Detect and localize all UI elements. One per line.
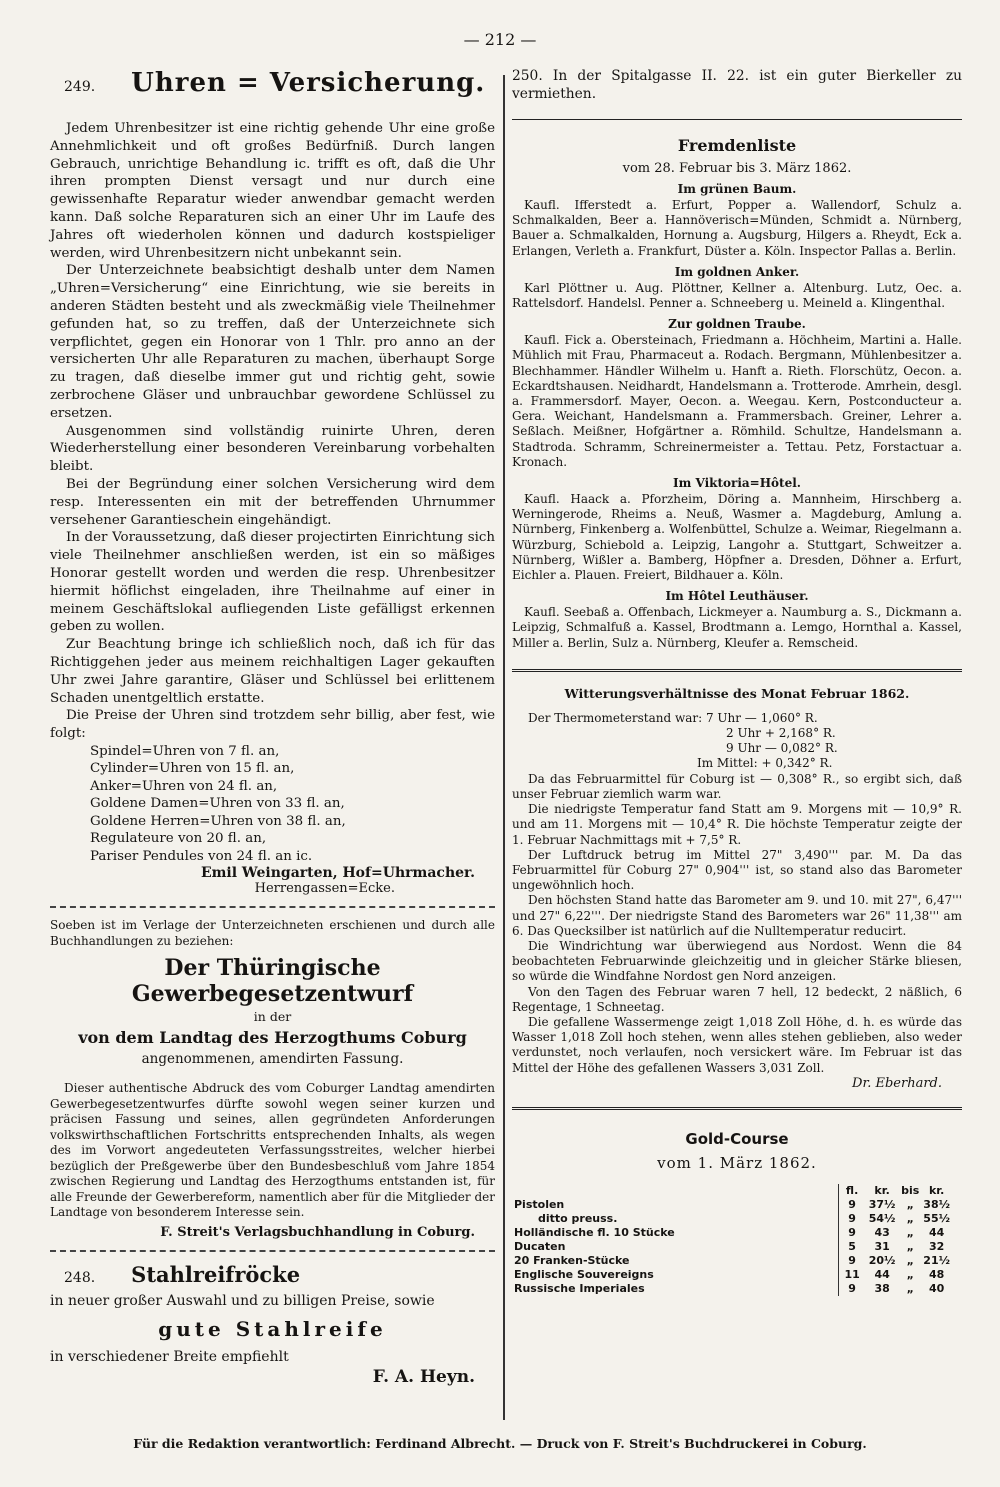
paragraph: Den höchsten Stand hatte das Barometer am 9. und 10. mit 27", 6,47''' und 27" 6,22'''. Der niedrigste Stand des Barometers war 26" 11,38''' am 6. Das Quecksilber ist natürlich auf die Nulltemperatur reducirt. (512, 893, 962, 938)
price-item: Goldene Herren=Uhren von 38 fl. an, (90, 813, 346, 829)
gold-course (512, 1130, 962, 1296)
guest-list: Karl Plöttner u. Aug. Plöttner, Kellner a. Altenburg. Lutz, Oec. a. Rattelsdorf. Handelsl. Penner a. Schneeberg u. Meineld a. Klingenthal. (512, 280, 962, 311)
cell: „ (906, 1198, 914, 1212)
paragraph: Zur Beachtung bringe ich schließlich noch, daß ich für das Richtiggehen jeder aus meinem reichhaltigen Lager gekauften Uhr zwei Jahre garantire, Gläser und Schlüssel bei erlittenem Schaden unentgeltlich erstatte. (50, 637, 495, 706)
ad-bierkeller (512, 68, 962, 103)
table-row (512, 1198, 952, 1212)
report-signature: Dr. Eberhard. (852, 1075, 942, 1091)
paragraph: Jedem Uhrenbesitzer ist eine richtig gehende Uhr eine große Annehmlichkeit und oft großes Bedürfniß. Durch langen Gebrauch, unrichtige Behandlung ic. trifft es oft, daß die Uhr ihren prompten Dienst versagt und nur durch eine gewissenhafte Reparatur wieder anwendbar gemacht werden kann. Daß solche Reparaturen sich an einer Uhr im Laufe des Jahres oft wiederholen können und dadurch kostspieliger werden, wird Uhrenbesitzern nicht unbekannt sein. (50, 121, 495, 261)
cell: 44 (928, 1226, 945, 1240)
thermo-line: 2 Uhr + 2,168° R. (726, 726, 836, 741)
hotel-name: Im goldnen Anker. (674, 264, 800, 279)
cell: 9 (839, 1226, 866, 1240)
table-row (512, 1240, 952, 1254)
section-subtitle: vom 28. Februar bis 3. März 1862. (622, 161, 852, 176)
paragraph: Der Unterzeichnete beabsichtigt deshalb unter dem Namen „Uhren=Versicherung“ eine Einrichtung, wie sie bereits in anderen Städten besteht und als zweckmäßig viele Theilnehmer gefunden hat, so zu treffen, daß der Unterzeichnete sich verpflichtet, gegen ein Honorar von 1 Thlr. pro anno an der versicherten Uhr alle Reparaturen zu machen, überhaupt Sorge zu tragen, daß dieselbe immer gut und richtig geht, sowie zerbrochene Gläser und unbrauchbar gewordene Schlüssel zu ersetzen. (50, 263, 495, 421)
coin-name: ditto preuss. (538, 1212, 618, 1226)
guest-list: Kaufl. Ifferstedt a. Erfurt, Popper a. Wallendorf, Schulz a. Schmalkalden, Beer a. Hannöverisch=Münden, Schmidt a. Nürnberg, Bauer a. Schmalkalden, Hornung a. Augsburg, Hilgers a. Rheydt, Eck a. Erlangen, Verleth a. Frankfurt, Düster a. Köln. Inspector Pallas a. Berlin. (512, 198, 962, 258)
paragraph: Von den Tagen des Februar waren 7 hell, 12 bedeckt, 2 näßlich, 6 Regentage, 1 Schneetag. (512, 984, 962, 1014)
ad-signature: Emil Weingarten, Hof=Uhrmacher. (200, 865, 475, 882)
ad-title: Stahlreifröcke (131, 1261, 301, 1287)
book-line: in der (253, 1009, 292, 1025)
cell: 21½ (923, 1254, 950, 1268)
ad-stahlreifroecke (50, 1262, 495, 1387)
cell: 44 (874, 1268, 890, 1282)
cell: 37½ (868, 1198, 896, 1212)
cell: 54½ (868, 1212, 896, 1226)
coin-name: Englische Souvereigns (514, 1268, 654, 1282)
ad-line: in verschiedener Breite empfiehlt (50, 1348, 289, 1365)
column-divider (503, 75, 505, 1420)
ad-highlight: gute Stahlreife (158, 1316, 387, 1341)
book-description: Dieser authentische Abdruck des vom Coburger Landtag amendirten Gewerbegesetzentwurfes dürfte sowohl wegen seiner kurzen und präcisen Fassung und seines, allen gegründeten Anforderungen volkswirthschaftlichen Fortschritts entsprechenden Inhalts, als wegen des im Vorwort angedeuteten Verfassungsstreites, welcher hierbei bezüglich der Preßgewerbe über den Bundesbeschluß vom Jahre 1854 zwischen Regierung und Landtag des Herzogthums entstanden ist, für alle Freunde der Gewerbereform, namentlich aber für die Mitglieder der Landtage von besonderem Interesse sein. (50, 1081, 495, 1220)
cell: „ (906, 1226, 914, 1240)
cell: „ (906, 1240, 914, 1254)
price-item: Goldene Damen=Uhren von 33 fl. an, (90, 796, 345, 812)
cell: 43 (874, 1226, 890, 1240)
cell: 40 (928, 1282, 945, 1296)
table-row (512, 1254, 952, 1268)
hotel-name: Im grünen Baum. (677, 182, 797, 196)
column-header: fl. (839, 1184, 866, 1198)
cell: 11 (839, 1268, 866, 1282)
hotel-name: Im Hôtel Leuthäuser. (665, 589, 809, 604)
table-header (512, 1184, 952, 1198)
ad-number: 250. (512, 68, 543, 84)
cell: „ (906, 1268, 914, 1282)
separator (512, 669, 962, 672)
cell: 5 (839, 1240, 866, 1254)
price-item: Regulateure von 20 fl. an, (90, 831, 267, 847)
cell: 9 (839, 1282, 866, 1296)
ad-text: In der Spitalgasse II. 22. ist ein guter Bierkeller zu vermiethen. (512, 68, 962, 102)
cell: 9 (839, 1198, 866, 1212)
hotel-name: Zur goldnen Traube. (668, 317, 806, 332)
paragraph: Die Preise der Uhren sind trotzdem sehr billig, aber fest, wie folgt: (50, 708, 495, 742)
gold-rates-table (512, 1184, 952, 1296)
ad-title: Uhren = Versicherung. (131, 68, 486, 98)
book-publisher: F. Streit's Verlagsbuchhandlung in Coburg. (160, 1224, 475, 1240)
thermo-line: 9 Uhr — 0,082° R. (726, 741, 838, 756)
table-row (512, 1282, 952, 1296)
cell: 9 (839, 1212, 866, 1226)
page-number: — 212 — (463, 30, 537, 49)
separator (50, 1250, 495, 1252)
coin-name: Holländische fl. 10 Stücke (514, 1226, 675, 1240)
paragraph: Die gefallene Wassermenge zeigt 1,018 Zoll Höhe, d. h. es würde das Wasser 1,018 Zoll hoch stehen, wenn alles stehen geblieben, also weder verdunstet, noch verlaufen, noch versickert wäre. Im Februar ist das Mittel der Höhe des gefallenen Wassers 3,031 Zoll. (512, 1014, 962, 1075)
section-subtitle: vom 1. März 1862. (657, 1153, 817, 1172)
separator (512, 1107, 962, 1110)
separator (50, 906, 495, 908)
paragraph: In der Voraussetzung, daß dieser projectirten Einrichtung sich viele Theilnehmer anschließen werden, ist ein so mäßiges Honorar gestellt worden und werden die resp. Uhrenbesitzer hiermit höflichst eingeladen, ihre Theilnahme auf einer in meinem Geschäftslokal aufliegenden Liste gefälligst erkennen geben zu wollen. (50, 530, 495, 635)
cell: 38 (874, 1282, 890, 1296)
guest-list: Kaufl. Haack a. Pforzheim, Döring a. Mannheim, Hirschberg a. Werningerode, Rheims a. Neuß, Wasmer a. Magdeburg, Amlung a. Nürnberg, Finkenberg a. Wolfenbüttel, Schulze a. Weimar, Riegelmann a. Würzburg, Schiebold a. Leipzig, Langohr a. Stuttgart, Schweitzer a. Nürnberg, Wißler a. Bamberg, Höpfner a. Dresden, Döhner a. Erfurt, Eichler a. Plauen. Freiert, Bildhauer a. Köln. (512, 492, 962, 583)
coin-name: Ducaten (514, 1240, 566, 1254)
section-title: Witterungsverhältnisse des Monat Februar 1862. (564, 685, 910, 701)
coin-name: Pistolen (514, 1198, 565, 1212)
paragraph: Bei der Begründung einer solchen Versicherung wird dem resp. Interessenten ein mit der betreffenden Uhrnummer versehener Garantieschein eingehändigt. (50, 476, 495, 528)
thermo-line: Im Mittel: + 0,342° R. (697, 756, 833, 771)
guest-list: Kaufl. Seebaß a. Offenbach, Lickmeyer a. Naumburg a. S., Dickmann a. Leipzig, Schmalfuß a. Kassel, Brodtmann a. Lemgo, Hornthal a. Kassel, Miller a. Berlin, Sulz a. Nürnberg, Kleufer a. Remscheid. (512, 605, 962, 650)
ad-number: 249. (64, 79, 96, 95)
weather-report (512, 686, 962, 1091)
cell: 48 (928, 1268, 945, 1282)
ad-uhren-versicherung (50, 68, 495, 896)
left-column (50, 68, 495, 1387)
price-item: Cylinder=Uhren von 15 fl. an, (90, 761, 295, 777)
right-column (512, 68, 962, 1296)
book-line: angenommenen, amendirten Fassung. (141, 1051, 404, 1068)
price-list (90, 743, 495, 866)
price-item: Pariser Pendules von 24 fl. an ic. (90, 848, 313, 864)
fremdenliste (512, 136, 962, 651)
column-header: kr. (928, 1184, 945, 1198)
section-title: Gold-Course (685, 1129, 789, 1148)
book-title: Der Thüringische Gewerbegesetzentwurf (131, 955, 414, 1008)
table-row (512, 1212, 952, 1226)
coin-name: 20 Franken-Stücke (514, 1254, 630, 1268)
imprint-footer: Für die Redaktion verantwortlich: Ferdinand Albrecht. — Druck von F. Streit's Buchdruckerei in Coburg. (133, 1436, 867, 1451)
ad-number: 248. (64, 1269, 96, 1286)
separator (512, 119, 962, 120)
cell: 20½ (868, 1254, 896, 1268)
ad-gewerbegesetz (50, 918, 495, 1240)
guest-list: Kaufl. Fick a. Obersteinach, Friedmann a. Höchheim, Martini a. Halle. Mühlich mit Frau, Pharmaceut a. Rodach. Bergmann, Mühlenbesitzer a. Blechhammer. Händler Wilhelm u. Hanft a. Rieth. Florschütz, Oecon. a. Eckardtshausen. Neidhardt, Handelsmann a. Trotterode. Amrhein, desgl. a. Frammersdorf. Mayer, Oecon. a. Weegau. Kern, Postconducteur a. Gera. Weichant, Handelsmann a. Frammersbach. Greiner, Lehrer a. Seßlach. Meißner, Hofgärtner a. Römhild. Schultze, Handelsmann a. Stadtroda. Schramm, Schreinermeister a. Tettau. Petz, Forstactuar a. Kronach. (512, 333, 962, 469)
column-header: kr. (874, 1184, 890, 1198)
ad-line: in neuer großer Auswahl und zu billigen Preise, sowie (50, 1292, 435, 1309)
book-line: von dem Landtag des Herzogthums Coburg (78, 1028, 467, 1048)
cell: 9 (839, 1254, 866, 1268)
cell: „ (906, 1282, 914, 1296)
hotel-name: Im Viktoria=Hôtel. (673, 476, 801, 491)
cell: „ (906, 1212, 914, 1226)
cell: „ (906, 1254, 914, 1268)
cell: 32 (928, 1240, 945, 1254)
column-header: bis (901, 1184, 920, 1198)
paragraph: Die Windrichtung war überwiegend aus Nordost. Wenn die 84 beobachteten Februarwinde gleichzeitig und in gleicher Stärke bliesen, so würde die Windfahne Nordost gen Nord anzeigen. (512, 938, 962, 984)
table-row (512, 1226, 952, 1240)
paragraph: Ausgenommen sind vollständig ruinirte Uhren, deren Wiederherstellung einer besonderen Vereinbarung vorbehalten bleibt. (50, 423, 495, 475)
ad-signature-address: Herrengassen=Ecke. (254, 881, 395, 897)
book-intro: Soeben ist im Verlage der Unterzeichneten erschienen und durch alle Buchhandlungen zu beziehen: (50, 918, 495, 948)
cell: 55½ (923, 1212, 950, 1226)
price-item: Spindel=Uhren von 7 fl. an, (90, 743, 280, 759)
section-title: Fremdenliste (677, 136, 797, 155)
thermo-line: Der Thermometerstand war: 7 Uhr — 1,060° R. (528, 710, 818, 725)
table-row (512, 1268, 952, 1282)
cell: 38½ (923, 1198, 950, 1212)
paragraph: Da das Februarmittel für Coburg ist — 0,308° R., so ergibt sich, daß unser Februar ziemlich warm war. (512, 771, 962, 801)
coin-name: Russische Imperiales (514, 1282, 645, 1296)
price-item: Anker=Uhren von 24 fl. an, (90, 778, 278, 794)
cell: 31 (874, 1240, 890, 1254)
ad-signature: F. A. Heyn. (372, 1366, 475, 1387)
paragraph: Die niedrigste Temperatur fand Statt am 9. Morgens mit — 10,9° R. und am 11. Morgens mit — 10,4° R. Die höchste Temperatur zeigte der 1. Februar Nachmittags mit + 7,5° R. (512, 802, 962, 847)
paragraph: Der Luftdruck betrug im Mittel 27" 3,490''' par. M. Da das Februarmittel für Coburg 27" 0,904''' ist, so stand also das Barometer ungewöhnlich hoch. (512, 847, 962, 893)
